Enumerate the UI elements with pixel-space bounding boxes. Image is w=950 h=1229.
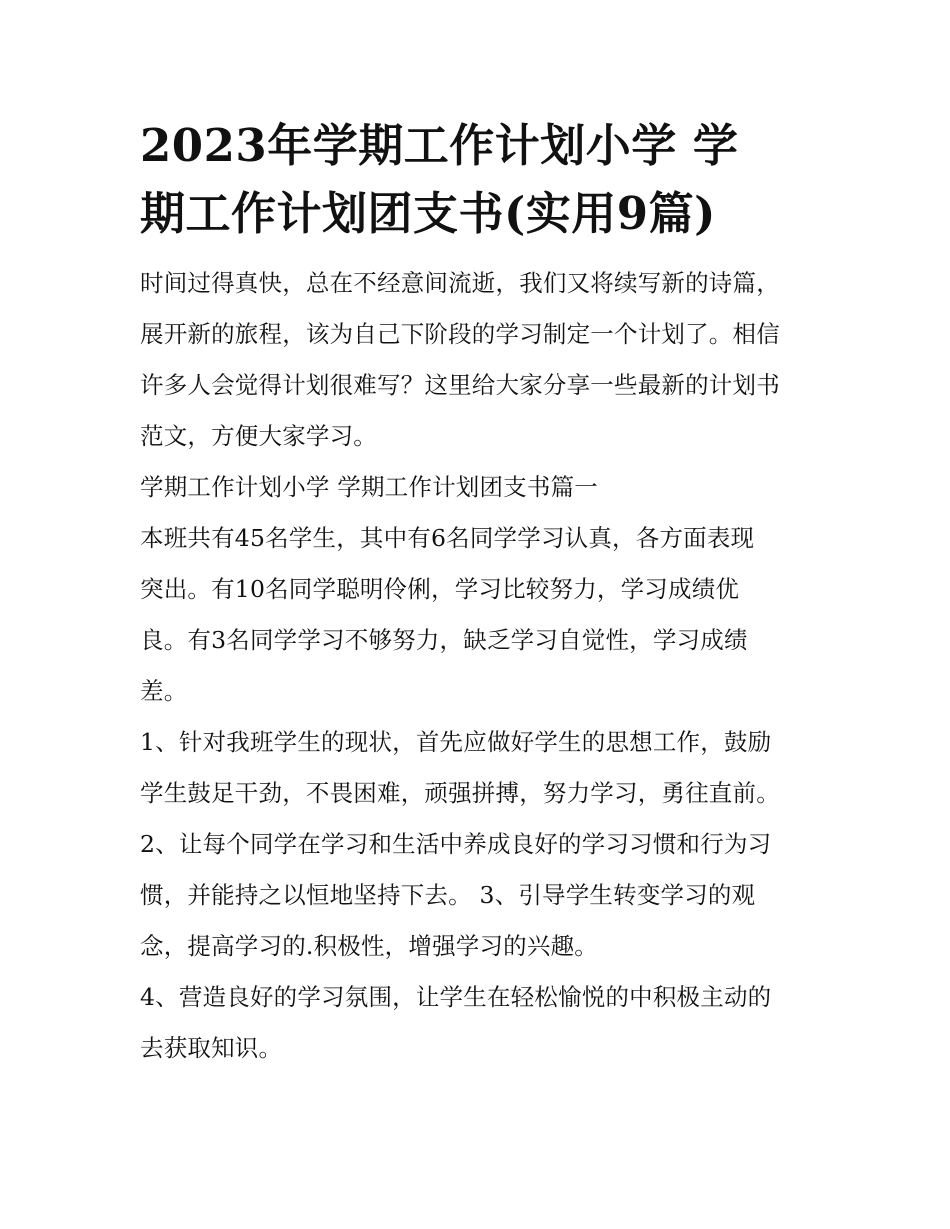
document-body — [140, 258, 830, 1074]
text-line: 学生鼓足干劲，不畏困难，顽强拼搏，努力学习，勇往直前。 — [140, 779, 780, 807]
intro-paragraph — [140, 258, 830, 462]
text-line: 差。 — [140, 677, 188, 705]
document-title — [140, 112, 830, 248]
text-line: 范文，方便大家学习。 — [140, 422, 377, 450]
text-line: 突出。有10名同学聪明伶俐，学习比较努力，学习成绩优 — [140, 575, 740, 603]
text-line: 4、营造良好的学习氛围，让学生在轻松愉悦的中积极主动的 — [140, 983, 772, 1011]
text-line: 2、让每个同学在学习和生活中养成良好的学习习惯和行为习 — [140, 830, 772, 858]
text-line: 良。有3名同学学习不够努力，缺乏学习自觉性，学习成绩 — [140, 626, 748, 654]
text-line: 许多人会觉得计划很难写？这里给大家分享一些最新的计划书 — [140, 371, 780, 399]
document-page — [140, 112, 830, 1074]
text-line: 惯，并能持之以恒地坚持下去。 3、引导学生转变学习的观 — [140, 881, 756, 909]
title-line: 期工作计划团支书(实用9篇) — [140, 187, 716, 240]
text-line: 学期工作计划小学 学期工作计划团支书篇一 — [140, 473, 598, 501]
paragraph-class-overview — [140, 513, 830, 717]
text-line: 本班共有45名学生，其中有6名同学学习认真，各方面表现 — [140, 524, 755, 552]
title-line: 2023年学期工作计划小学 学 — [140, 119, 739, 172]
text-line: 展开新的旅程，该为自己下阶段的学习制定一个计划了。相信 — [140, 320, 780, 348]
text-line: 念，提高学习的.积极性，增强学习的兴趣。 — [140, 932, 598, 960]
paragraph-item-1 — [140, 717, 830, 819]
text-line: 1、针对我班学生的现状，首先应做好学生的思想工作，鼓励 — [140, 728, 772, 756]
text-line: 时间过得真快，总在不经意间流逝，我们又将续写新的诗篇， — [140, 269, 780, 297]
paragraph-item-4 — [140, 972, 830, 1074]
text-line: 去获取知识。 — [140, 1034, 283, 1062]
section-heading — [140, 462, 830, 513]
paragraph-item-2-3 — [140, 819, 830, 972]
